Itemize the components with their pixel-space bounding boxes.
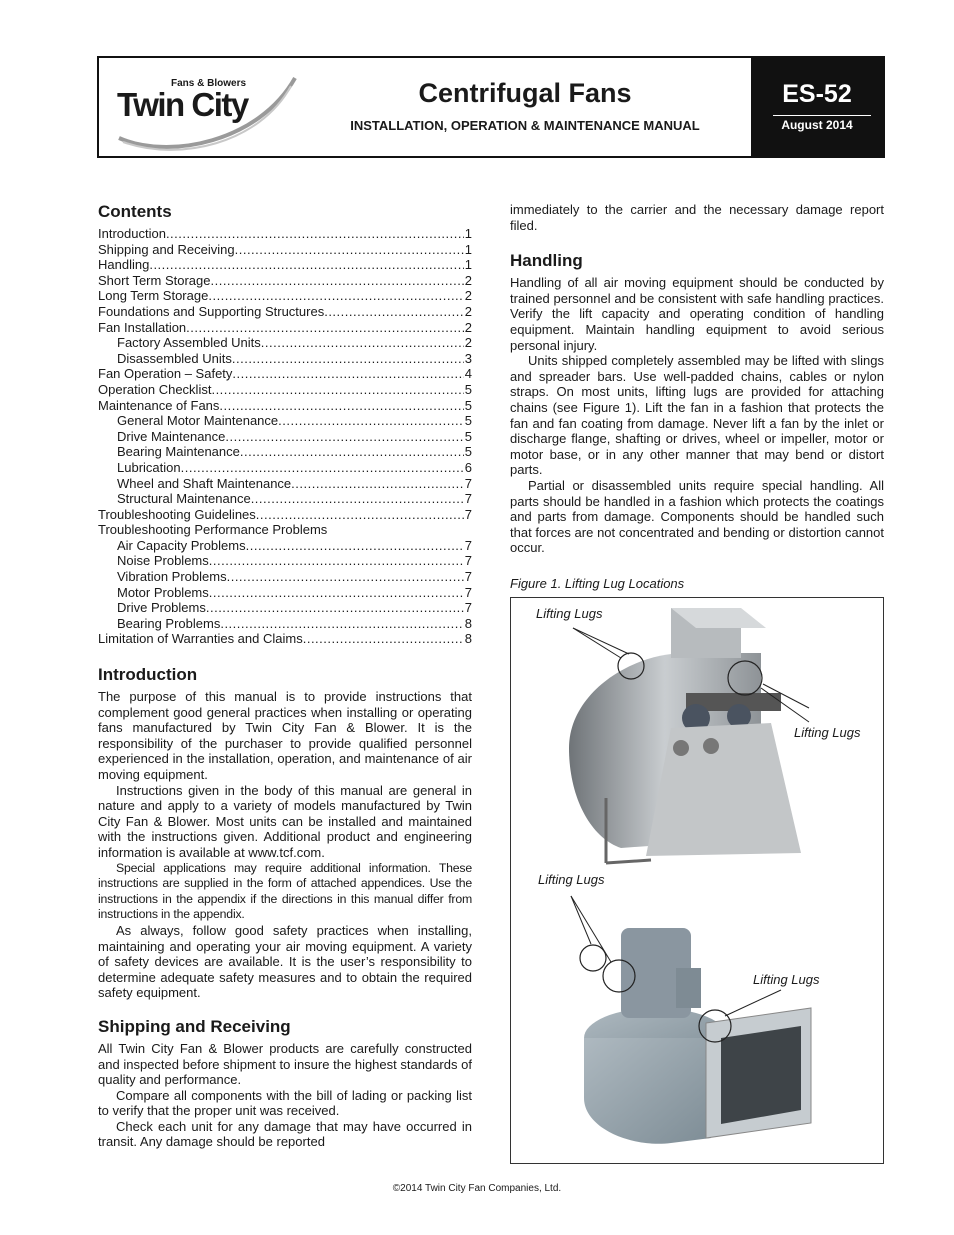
toc-page-number: 5 [464, 413, 472, 429]
toc-entry-label: Troubleshooting Performance Problems [98, 522, 328, 538]
toc-page-number: 2 [464, 272, 472, 288]
toc-leader-dots [246, 538, 464, 554]
toc-page-number: 7 [464, 584, 472, 600]
toc-page-number: 3 [464, 350, 472, 366]
document-id-box [751, 58, 883, 156]
shipping-section [98, 1017, 472, 1150]
toc-leader-dots [232, 366, 463, 382]
toc-entry [98, 413, 472, 429]
toc-entry-label: Bearing Problems [117, 615, 221, 631]
toc-page-number: 5 [464, 397, 472, 413]
toc-leader-dots [186, 320, 464, 336]
toc-leader-dots [227, 569, 464, 585]
toc-leader-dots [181, 460, 464, 476]
toc-leader-dots [303, 631, 464, 647]
toc-entry [98, 366, 472, 382]
toc-leader-dots [278, 413, 464, 429]
toc-entry [98, 444, 472, 460]
label-lifting-lugs-4: Lifting Lugs [753, 972, 820, 987]
handling-paragraph-1: Handling of all air moving equipment should be conducted by trained personnel and be consistent with safe handling practices. Verify the lift capacity and operating condition of handling equipment. Maintain handling equipment to avoid serious personal injury. [510, 275, 884, 353]
toc-entry [98, 538, 472, 554]
toc-entry [98, 631, 472, 647]
toc-entry [98, 257, 472, 273]
toc-page-number: 7 [464, 569, 472, 585]
toc-entry [98, 600, 472, 616]
shipping-paragraph-3-continued: immediately to the carrier and the necessary damage report filed. [510, 202, 884, 233]
label-lifting-lugs-1: Lifting Lugs [536, 606, 603, 621]
label-lifting-lugs-2: Lifting Lugs [794, 725, 861, 740]
toc-entry-label: Introduction [98, 226, 166, 241]
toc-entry [98, 507, 472, 523]
toc-entry [98, 460, 472, 476]
toc-entry [98, 273, 472, 289]
toc-leader-dots [211, 382, 463, 398]
toc-leader-dots [149, 257, 463, 273]
toc-entry-label: Fan Installation [98, 319, 187, 335]
toc-entry [98, 398, 472, 414]
toc-entry [98, 320, 472, 336]
toc-entry-label: Noise Problems [117, 553, 209, 569]
toc-entry [98, 491, 472, 507]
logo-wordmark: Twin City [117, 86, 248, 123]
toc-page-number: 2 [464, 319, 472, 335]
toc-leader-dots [261, 335, 464, 351]
toc-page-number: 2 [464, 335, 472, 351]
toc-leader-dots [210, 273, 463, 289]
shipping-heading: Shipping and Receiving [98, 1016, 291, 1036]
toc-page-number: 1 [464, 241, 472, 257]
toc-leader-dots [240, 444, 464, 460]
introduction-paragraph-2: Instructions given in the body of this manual are general in nature and apply to a variety of models manufactured by Twin City Fan & Blower. Most units can be installed and maintained with the instructions given. Additional product and engineering information is available at www.tcf.com. [98, 782, 472, 860]
handling-section [510, 251, 884, 556]
toc-entry-label: Structural Maintenance [117, 491, 251, 507]
left-column [98, 202, 472, 1150]
toc-page-number: 1 [464, 226, 472, 241]
toc-leader-dots [251, 491, 464, 507]
document-subtitle: INSTALLATION, OPERATION & MAINTENANCE MANUAL [350, 118, 700, 133]
toc-page-number: 4 [464, 366, 472, 382]
toc-entry-label: Motor Problems [117, 584, 209, 600]
toc-leader-dots [256, 507, 464, 523]
toc-entry-label: Drive Maintenance [117, 428, 226, 444]
toc-page-number: 7 [464, 553, 472, 569]
toc-page-number: 8 [464, 631, 472, 647]
toc-entry [98, 569, 472, 585]
toc-leader-dots [219, 398, 463, 414]
figure-lifting-lugs [510, 597, 884, 1164]
toc-entry-label: Handling [98, 257, 150, 273]
toc-page-number: 6 [464, 459, 472, 475]
toc-page-number: 7 [464, 506, 472, 522]
top-fan-image [569, 608, 809, 863]
shipping-paragraph-1: All Twin City Fan & Blower products are carefully constructed and inspected before shipment to insure the highest standards of quality and performance. [98, 1040, 472, 1088]
toc-entry-label: Lubrication [117, 459, 181, 475]
introduction-paragraph-3: Special applications may require additional information. These instructions are supplied in the form of attached appendices. Use the instructions in the appendix if the directions in this manual differ from instructions in the appendix. [98, 860, 472, 922]
toc-entry-label: Drive Problems [117, 600, 206, 616]
toc-entry-label: Wheel and Shaft Maintenance [117, 475, 292, 491]
right-column [510, 202, 884, 556]
bottom-fan-image [571, 896, 811, 1144]
toc-entry-label: Limitation of Warranties and Claims [98, 631, 303, 647]
toc-entry [98, 522, 472, 538]
handling-paragraph-3: Partial or disassembled units require special handling. All parts should be handled in a fashion which protects the coatings and parts from damage. Components should be handled such that forces are not concentrated and bending or distortion cannot occur. [510, 477, 884, 556]
toc-entry-label: Long Term Storage [98, 288, 209, 304]
document-header [97, 56, 885, 158]
toc-entry [98, 242, 472, 258]
toc-leader-dots [166, 226, 464, 242]
toc-entry-label: Air Capacity Problems [117, 537, 246, 553]
toc-entry [98, 288, 472, 304]
toc-page-number: 7 [464, 491, 472, 507]
toc-entry [98, 226, 472, 242]
table-of-contents [98, 226, 472, 647]
toc-entry-label: Shipping and Receiving [98, 241, 235, 257]
toc-entry [98, 335, 472, 351]
toc-leader-dots [209, 553, 464, 569]
label-lifting-lugs-3: Lifting Lugs [538, 872, 605, 887]
document-title: Centrifugal Fans [418, 78, 632, 108]
toc-leader-dots [206, 600, 464, 616]
toc-entry [98, 351, 472, 367]
toc-entry [98, 553, 472, 569]
twin-city-logo [109, 72, 299, 152]
toc-entry-label: Short Term Storage [98, 272, 211, 288]
toc-entry-label: Vibration Problems [117, 569, 227, 585]
toc-page-number: 7 [464, 537, 472, 553]
toc-leader-dots [225, 429, 463, 445]
copyright-footer: ©2014 Twin City Fan Companies, Ltd. [392, 1183, 562, 1194]
handling-heading: Handling [510, 251, 583, 271]
shipping-paragraph-3: Check each unit for any damage that may have occurred in transit. Any damage should be reported [98, 1118, 472, 1150]
toc-page-number: 5 [464, 428, 472, 444]
contents-heading: Contents [98, 202, 172, 221]
toc-leader-dots [232, 351, 464, 367]
document-id: ES-52 [782, 80, 852, 108]
toc-leader-dots [291, 476, 464, 492]
logo-tagline: Fans & Blowers [171, 78, 247, 89]
toc-entry-label: Foundations and Supporting Structures [98, 303, 325, 319]
handling-paragraph-2: Units shipped completely assembled may be lifted with slings and spreader bars. Use well-padded chains, cables or nylon straps. On most units, lifting lugs are provided for attaching chains (see Figure 1). Lift the fan in a fashion that protects the fan and fan coating from damage. Never lift a fan by the inlet or discharge flange, shafting or drives, wheel or impeller, motor or motor base, or in any other manner that may bend or distort parts. [510, 353, 884, 478]
toc-entry-label: Disassembled Units [117, 350, 232, 366]
document-date: August 2014 [781, 118, 853, 132]
toc-entry-label: Operation Checklist [98, 381, 212, 397]
toc-entry-label: Maintenance of Fans [98, 397, 220, 413]
toc-leader-dots [209, 585, 464, 601]
toc-page-number: 5 [464, 444, 472, 460]
toc-leader-dots [235, 242, 464, 258]
toc-page-number: 2 [464, 288, 472, 304]
toc-leader-dots [324, 304, 464, 320]
toc-entry [98, 476, 472, 492]
toc-entry-label: Troubleshooting Guidelines [98, 506, 256, 522]
introduction-heading: Introduction [98, 665, 198, 685]
toc-page-number: 8 [464, 615, 472, 631]
toc-leader-dots [208, 288, 463, 304]
toc-entry-label: General Motor Maintenance [117, 413, 279, 429]
toc-page-number: 5 [464, 381, 472, 397]
toc-entry-label: Factory Assembled Units [117, 335, 261, 351]
divider [773, 115, 871, 116]
introduction-paragraph-4: As always, follow good safety practices when installing, maintaining and operating your air moving equipment. A variety of safety devices are available. It is the user’s responsibility to determine adequate safety measures and to obtain the required safety equipment. [98, 922, 472, 1001]
toc-page-number: 2 [464, 303, 472, 319]
toc-entry [98, 585, 472, 601]
toc-entry-label: Bearing Maintenance [117, 444, 240, 460]
toc-entry [98, 382, 472, 398]
toc-leader-dots [220, 616, 463, 632]
toc-entry [98, 304, 472, 320]
toc-page-number: 1 [464, 257, 472, 273]
figure-caption: Figure 1. Lifting Lug Locations [510, 576, 685, 591]
introduction-section [98, 665, 472, 1001]
toc-entry [98, 429, 472, 445]
toc-page-number: 7 [464, 600, 472, 616]
shipping-paragraph-2: Compare all components with the bill of lading or packing list to verify that the proper unit was received. [98, 1087, 472, 1119]
toc-entry-label: Fan Operation – Safety [98, 366, 233, 382]
toc-entry [98, 616, 472, 632]
introduction-paragraph-1: The purpose of this manual is to provide instructions that complement good general practices when installing or operating fans manufactured by Twin City Fan & Blower. It is the responsibility of the purchaser to provide qualified personnel experienced in the installation, operation, and maintenance of air moving equipment. [98, 689, 472, 782]
toc-page-number: 7 [464, 475, 472, 491]
